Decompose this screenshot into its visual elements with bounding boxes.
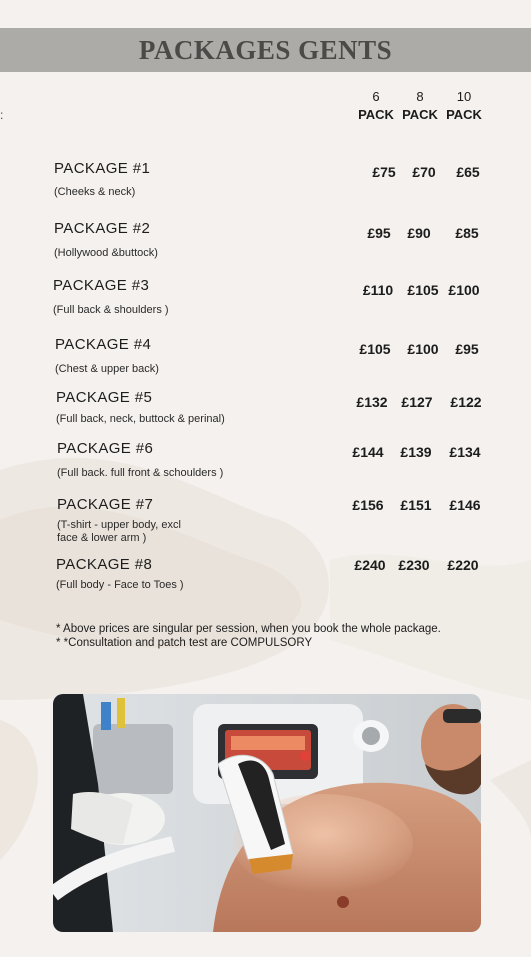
package-7-name: PACKAGE #7 bbox=[57, 496, 154, 513]
column-header-10-pack bbox=[442, 88, 486, 124]
package-6-price-10: £134 bbox=[449, 444, 481, 460]
column-label: PACK bbox=[358, 107, 394, 122]
column-number: 8 bbox=[416, 89, 424, 104]
package-5-price-8: £127 bbox=[401, 394, 433, 410]
package-5-price-6: £132 bbox=[356, 394, 388, 410]
package-1-desc: (Cheeks & neck) bbox=[54, 186, 136, 198]
package-3-price-10: £100 bbox=[448, 282, 480, 298]
package-2-desc: (Hollywood &buttock) bbox=[54, 247, 158, 259]
column-number: 6 bbox=[372, 89, 380, 104]
package-4-desc: (Chest & upper back) bbox=[55, 363, 159, 375]
column-header-6-pack bbox=[354, 88, 398, 124]
package-7-price-10: £146 bbox=[449, 497, 481, 513]
package-7-desc bbox=[57, 519, 257, 545]
package-3-price-8: £105 bbox=[407, 282, 439, 298]
package-8-name: PACKAGE #8 bbox=[56, 556, 153, 573]
treatment-photo bbox=[53, 694, 481, 932]
package-1-price-6: £75 bbox=[372, 164, 396, 180]
package-2-price-8: £90 bbox=[407, 225, 431, 241]
package-7-price-6: £156 bbox=[352, 497, 384, 513]
column-header-8-pack bbox=[398, 88, 442, 124]
column-number: 10 bbox=[456, 89, 472, 104]
package-3-price-6: £110 bbox=[362, 282, 394, 298]
package-1-name: PACKAGE #1 bbox=[54, 160, 151, 177]
package-4-price-10: £95 bbox=[455, 341, 479, 357]
package-6-desc: (Full back. full front & schoulders ) bbox=[57, 467, 224, 479]
package-2-name: PACKAGE #2 bbox=[54, 220, 151, 237]
package-6-price-8: £139 bbox=[400, 444, 432, 460]
package-3-name: PACKAGE #3 bbox=[53, 277, 150, 294]
package-5-name: PACKAGE #5 bbox=[56, 389, 153, 406]
edge-mark: : bbox=[0, 108, 4, 122]
package-5-desc: (Full back, neck, buttock & perinal) bbox=[56, 413, 225, 425]
package-8-price-6: £240 bbox=[354, 557, 386, 573]
package-4-price-6: £105 bbox=[359, 341, 391, 357]
package-4-price-8: £100 bbox=[407, 341, 439, 357]
footnote-2: * *Consultation and patch test are COMPULSORY bbox=[56, 637, 313, 649]
package-6-name: PACKAGE #6 bbox=[57, 440, 154, 457]
footnote-1: * Above prices are singular per session, when you book the whole package. bbox=[56, 623, 441, 635]
package-5-price-10: £122 bbox=[450, 394, 482, 410]
package-8-price-10: £220 bbox=[447, 557, 479, 573]
treatment-illustration bbox=[53, 694, 481, 932]
column-label: PACK bbox=[402, 107, 438, 122]
package-1-price-10: £65 bbox=[456, 164, 480, 180]
package-7-price-8: £151 bbox=[400, 497, 432, 513]
package-8-price-8: £230 bbox=[398, 557, 430, 573]
package-6-price-6: £144 bbox=[352, 444, 384, 460]
package-8-desc: (Full body - Face to Toes ) bbox=[56, 579, 184, 591]
package-7-desc-line-1: (T-shirt - upper body, excl bbox=[57, 519, 181, 531]
package-2-price-10: £85 bbox=[455, 225, 479, 241]
package-4-name: PACKAGE #4 bbox=[55, 336, 152, 353]
package-2-price-6: £95 bbox=[367, 225, 391, 241]
footnotes bbox=[56, 622, 441, 650]
package-7-desc-line-2: face & lower arm ) bbox=[57, 532, 147, 544]
page-title: PACKAGES GENTS bbox=[138, 35, 393, 65]
package-1-price-8: £70 bbox=[412, 164, 436, 180]
column-label: PACK bbox=[446, 107, 482, 122]
package-3-desc: (Full back & shoulders ) bbox=[53, 304, 169, 316]
